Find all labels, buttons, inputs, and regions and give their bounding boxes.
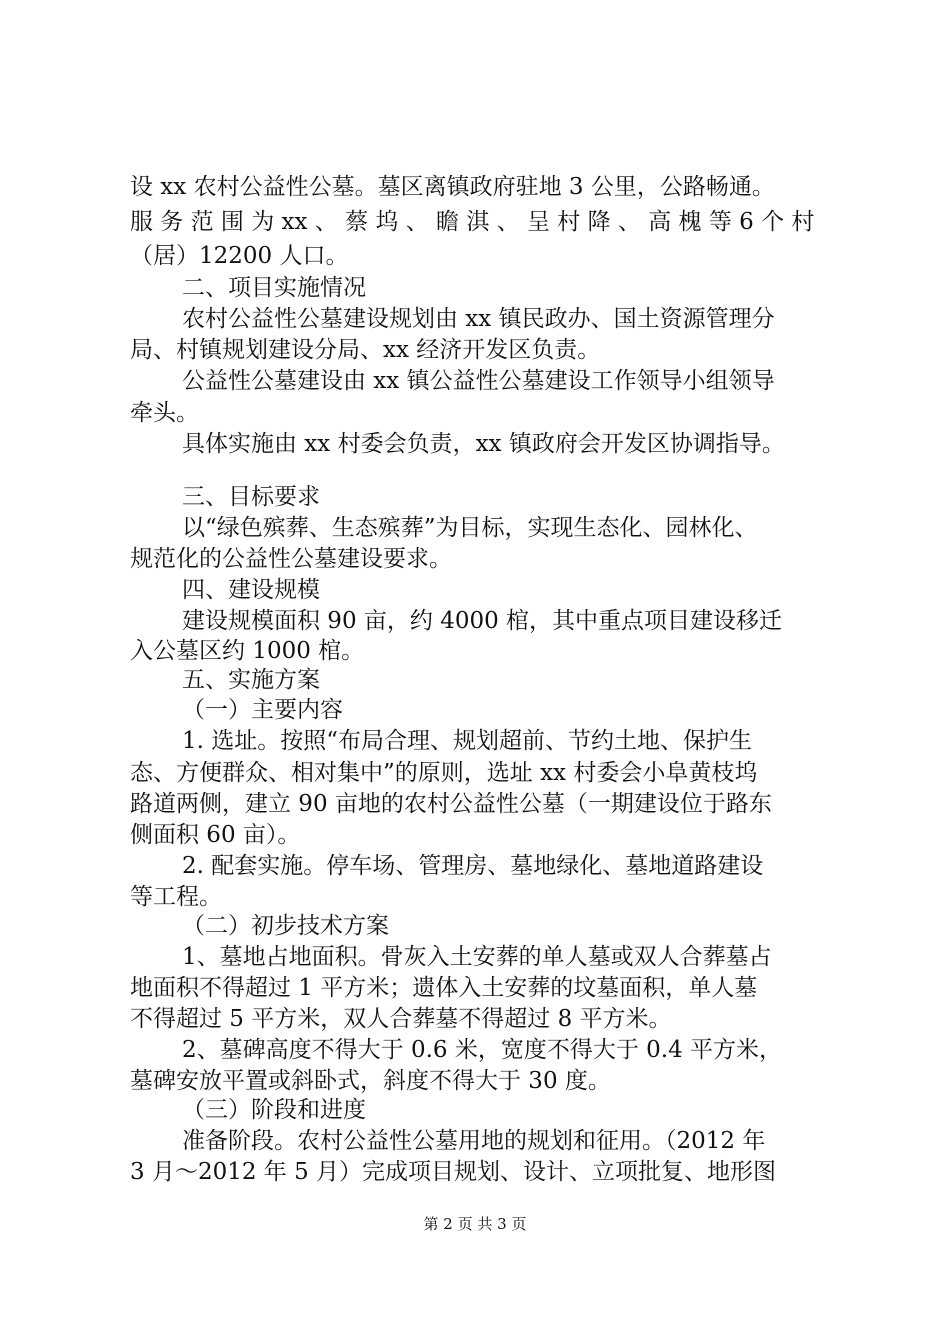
text-line: 建设规模面积 90 亩，约 4000 棺，其中重点项目建设移迁: [182, 608, 783, 634]
text-line: 地面积不得超过 1 平方米；遗体入土安葬的坟墓面积，单人墓: [130, 975, 758, 1001]
subsection-heading: （二）初步技术方案: [182, 913, 389, 939]
text-line: 侧面积 60 亩）。: [130, 822, 301, 848]
text-line: 设 xx 农村公益性公墓。墓区离镇政府驻地 3 公里，公路畅通。: [130, 174, 775, 200]
subsection-heading: （三）阶段和进度: [182, 1097, 366, 1123]
text-line: 等工程。: [130, 884, 222, 910]
text-line: 准备阶段。农村公益性公墓用地的规划和征用。（2012 年: [182, 1128, 766, 1154]
subsection-heading: （一）主要内容: [182, 697, 343, 723]
section-heading: 五、实施方案: [182, 667, 320, 693]
section-heading: 四、建设规模: [182, 577, 320, 603]
text-line: 不得超过 5 平方米，双人合葬墓不得超过 8 平方米。: [130, 1006, 672, 1032]
text-line: 公益性公墓建设由 xx 镇公益性公墓建设工作领导小组领导: [182, 368, 775, 394]
text-line: 规范化的公益性公墓建设要求。: [130, 546, 452, 572]
text-line: 路道两侧，建立 90 亩地的农村公益性公墓（一期建设位于路东: [130, 791, 772, 817]
page-footer: 第 2 页 共 3 页: [423, 1215, 527, 1233]
text-line: 具体实施由 xx 村委会负责，xx 镇政府会开发区协调指导。: [182, 431, 785, 457]
text-line: 以“绿色殡葬、生态殡葬”为目标，实现生态化、园林化、: [182, 515, 758, 541]
text-line: 3 月～2012 年 5 月）完成项目规划、设计、立项批复、地形图: [130, 1159, 777, 1185]
text-line: 局、村镇规划建设分局、xx 经济开发区负责。: [130, 337, 601, 363]
text-line: 态、方便群众、相对集中”的原则，选址 xx 村委会小阜黄枝坞: [130, 760, 758, 786]
text-line: 服 务 范 围 为 xx 、 蔡 坞 、 瞻 淇 、 呈 村 降 、 高 槐 等 6 个 村: [130, 209, 815, 235]
text-line: 1. 选址。按照“布局合理、规划超前、节约土地、保护生: [182, 728, 753, 754]
text-line: （居）12200 人口。: [130, 243, 349, 269]
text-line: 农村公益性公墓建设规划由 xx 镇民政办、国土资源管理分: [182, 306, 775, 332]
section-heading: 二、项目实施情况: [182, 275, 366, 301]
text-line: 1、墓地占地面积。骨灰入土安葬的单人墓或双人合葬墓占: [182, 944, 772, 970]
text-line: 入公墓区约 1000 棺。: [130, 638, 365, 664]
text-line: 墓碑安放平置或斜卧式，斜度不得大于 30 度。: [130, 1068, 611, 1094]
text-line: 牵头。: [130, 400, 199, 426]
text-line: 2、墓碑高度不得大于 0.6 米，宽度不得大于 0.4 平方米，: [182, 1037, 783, 1063]
section-heading: 三、目标要求: [182, 484, 320, 510]
text-line: 2. 配套实施。停车场、管理房、墓地绿化、墓地道路建设: [182, 853, 764, 879]
